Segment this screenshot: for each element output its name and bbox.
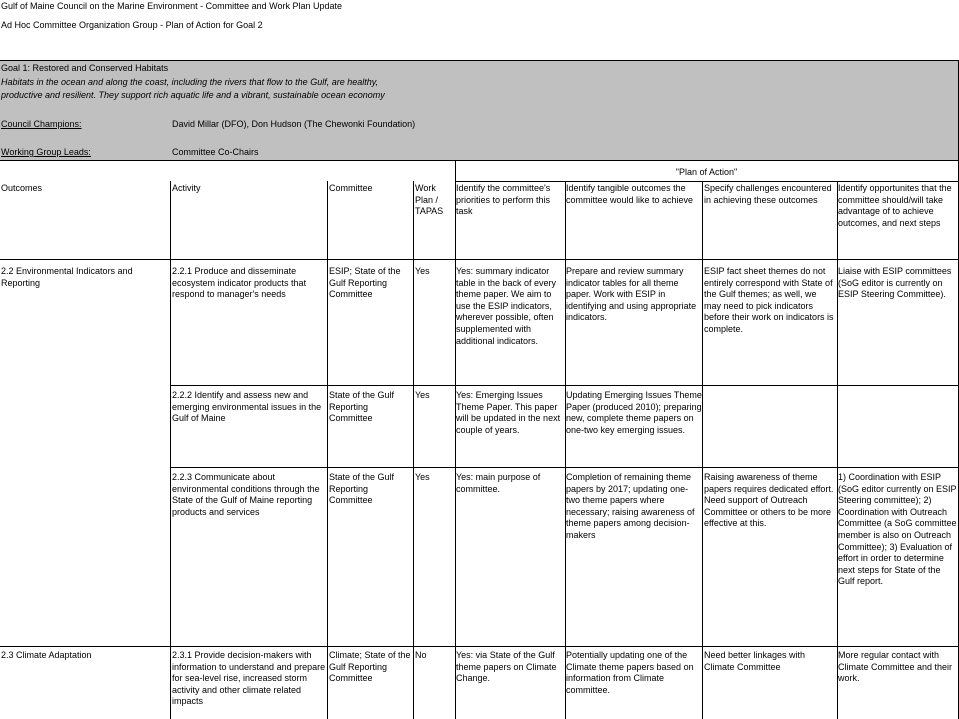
goal-description-line1: Habitats in the ocean and along the coast, including the rivers that flow to the Gulf, are healthy, [1, 77, 379, 87]
column-header-activity: Activity [172, 183, 201, 193]
goal-band [0, 61, 959, 161]
table-cell-workplan: Yes [415, 266, 430, 276]
table-cell-tangible: Updating Emerging Issues Theme Paper (produced 2010); preparing new, complete theme papers on one-two key emerging issues. [566, 390, 702, 435]
table-cell-activity: 2.2.2 Identify and assess new and emerging environmental issues in the Gulf of Maine [172, 390, 322, 424]
column-divider-6 [702, 181, 703, 719]
row-3-bottom-border [0, 646, 959, 647]
table-cell-opportunities: 1) Coordination with ESIP (SoG editor currently on ESIP Steering committee); 2) Coordination with Outreach Committee (a SoG committee member is also on Outreach Committee); 3) Evaluation of effort in order to determine next steps for State of the Gulf report. [838, 472, 957, 587]
table-cell-challenges: Need better linkages with Climate Committee [704, 650, 806, 672]
column-header-bottom-border [0, 259, 959, 260]
table-cell-priorities: Yes: summary indicator table in the back of every theme paper. We aim to use the ESIP indicators, wherever possible, often supplemented with additional indicators. [456, 266, 557, 346]
council-champions-value: David Millar (DFO), Don Hudson (The Chewonki Foundation) [172, 119, 416, 129]
table-cell-activity: 2.3.1 Provide decision-makers with information to understand and prepare for sea-level rise, increased storm activity and other climate related impacts [172, 650, 326, 707]
table-cell-outcome: 2.2 Environmental Indicators and Reporting [1, 266, 133, 288]
table-cell-tangible: Completion of remaining theme papers by 2017; updating one-two theme papers where necessary; raising awareness of theme papers among decision-makers [566, 472, 695, 540]
table-cell-challenges: Raising awareness of theme papers requires dedicated effort. Need support of Outreach Committee or others to be more effective at this. [704, 472, 834, 529]
plan-header-bottom-border [455, 181, 959, 182]
council-champions-label: Council Champions: [1, 119, 82, 129]
column-divider-2 [327, 181, 328, 719]
table-cell-priorities: Yes: Emerging Issues Theme Paper. This paper will be updated in the next couple of years. [456, 390, 561, 435]
table-cell-activity: 2.2.3 Communicate about environmental conditions through the State of the Gulf of Maine reporting products and services [172, 472, 320, 517]
table-cell-opportunities: More regular contact with Climate Committee and their work. [838, 650, 953, 684]
table-cell-priorities: Yes: main purpose of committee. [456, 472, 541, 494]
goal-top-border [0, 60, 959, 61]
column-header-priorities: Identify the committee's priorities to perform this task [456, 183, 551, 217]
column-header-outcomes: Outcomes [1, 183, 43, 193]
column-header-challenges: Specify challenges encountered in achieving these outcomes [704, 183, 832, 205]
column-divider-7 [837, 181, 838, 719]
table-cell-opportunities: Liaise with ESIP committees (SoG editor is currently on ESIP Steering Committee). [838, 266, 952, 300]
column-divider-3 [413, 181, 414, 719]
table-cell-workplan: Yes [415, 390, 430, 400]
goal-description-line2: productive and resilient. They support rich aquatic life and a vibrant, sustainable ocean economy [1, 90, 385, 100]
table-cell-workplan: No [415, 650, 427, 660]
column-divider-1 [170, 181, 171, 719]
goal-title: Goal 1: Restored and Conserved Habitats [1, 63, 169, 73]
table-cell-committee: State of the Gulf Reporting Committee [329, 472, 395, 506]
working-group-leads-label: Working Group Leads: [1, 147, 91, 157]
document-subtitle: Ad Hoc Committee Organization Group - Plan of Action for Goal 2 [1, 20, 263, 30]
table-cell-priorities: Yes: via State of the Gulf theme papers on Climate Change. [456, 650, 557, 684]
goal-bottom-border [0, 160, 959, 161]
column-divider-4 [455, 161, 456, 719]
table-cell-tangible: Potentially updating one of the Climate theme papers based on information from Climate committee. [566, 650, 694, 695]
document-title: Gulf of Maine Council on the Marine Environment - Committee and Work Plan Update [1, 1, 342, 11]
table-cell-committee: State of the Gulf Reporting Committee [329, 390, 395, 424]
plan-of-action-header: "Plan of Action" [675, 167, 738, 177]
table-cell-tangible: Prepare and review summary indicator tables for all theme paper. Work with ESIP in identifying and using appropriate indicators. [566, 266, 697, 323]
table-cell-activity: 2.2.1 Produce and disseminate ecosystem indicator products that respond to manager's needs [172, 266, 307, 300]
table-cell-challenges: ESIP fact sheet themes do not entirely correspond with State of the Gulf themes; as well, we may need to pick indicators before their work on indicators is complete. [704, 266, 834, 334]
column-divider-5 [565, 181, 566, 719]
column-header-committee: Committee [329, 183, 373, 193]
column-header-tangible-outcomes: Identify tangible outcomes the committee would like to achieve [566, 183, 694, 205]
column-header-workplan: Work Plan / TAPAS [415, 183, 444, 217]
table-cell-workplan: Yes [415, 472, 430, 482]
column-header-opportunities: Identify opportunites that the committee should/will take advantage of to achieve outcomes, and next steps [838, 183, 952, 228]
table-cell-committee: ESIP; State of the Gulf Reporting Committee [329, 266, 401, 300]
working-group-leads-value: Committee Co-Chairs [172, 147, 259, 157]
table-cell-committee: Climate; State of the Gulf Reporting Committee [329, 650, 411, 684]
table-cell-outcome: 2.3 Climate Adaptation [1, 650, 92, 660]
